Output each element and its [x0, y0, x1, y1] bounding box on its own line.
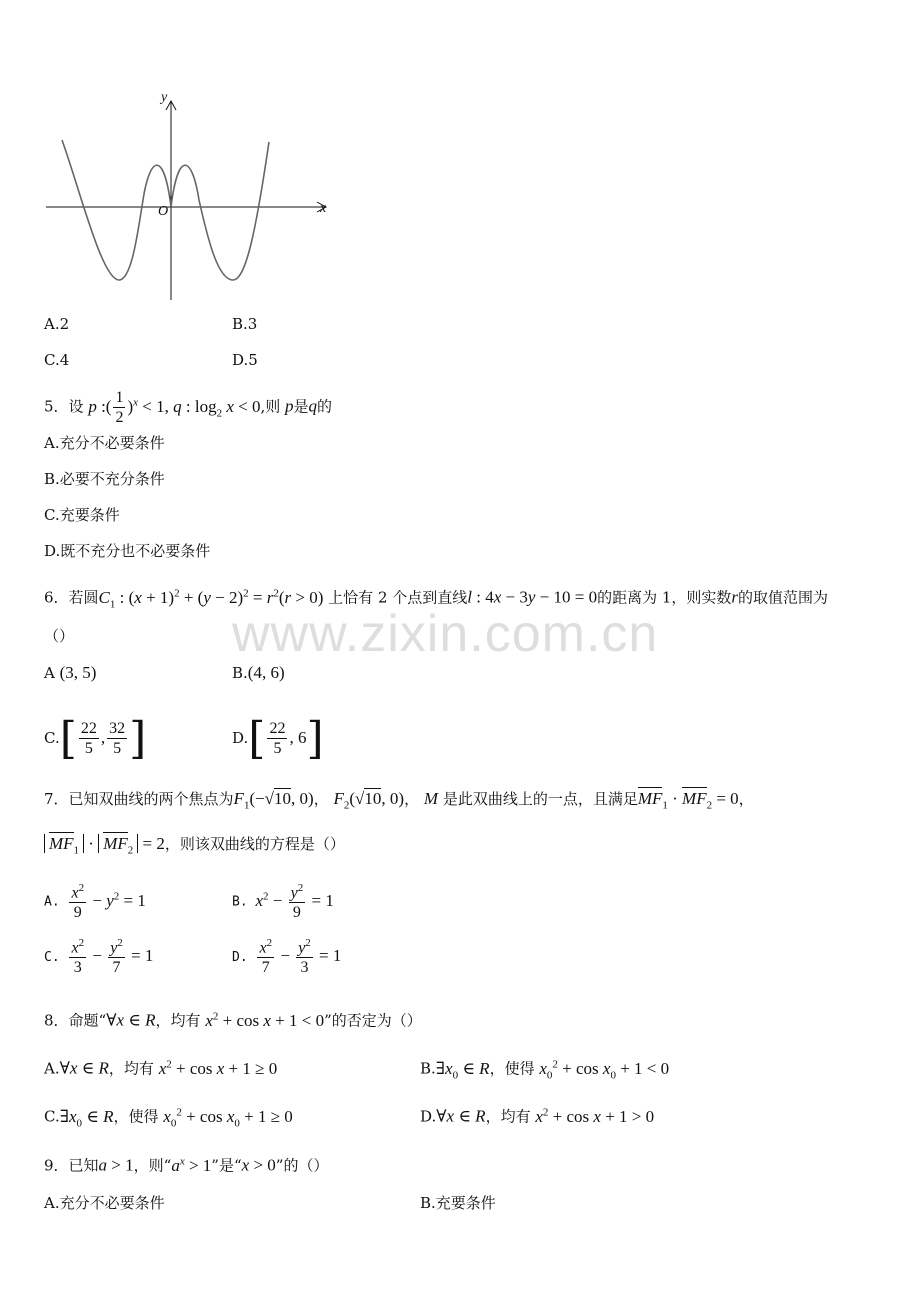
q7-f1: $F_1(-√10$, 0)	[233, 789, 314, 812]
q7-option-c-label: C.	[44, 950, 60, 965]
q8-option-c-mid: ，使得	[113, 1107, 159, 1126]
q9-option-a: A.充分不必要条件	[44, 1194, 165, 1212]
q7-stem-mid1: ，	[313, 790, 329, 808]
q6-option-c: C.[ $\frac{22}{5}$ , $\frac{32}{5}$ ]	[44, 713, 147, 764]
q5-stem-end: 是	[293, 397, 309, 416]
q8-option-c: $C.\exists x_0$ ∈ R，使得 $x_0^2 + \cos x_0 + 1 \ge 0$	[44, 1106, 293, 1130]
q7-f2: $F_2(√10$, 0)	[333, 789, 405, 812]
q8-stem-end: ”的否定为（）	[324, 1011, 422, 1030]
q7-option-d: D. $\frac{x^2}{7}$ − $\frac{y^2}{3}$ = 1	[232, 936, 342, 977]
q7-option-b-label: B.	[232, 894, 248, 910]
q6-circle-eq: $C_1$ : $(x + 1)^2 + (y - 2)^2 = r^2(r > 0)$	[98, 587, 324, 611]
q6-option-d-label: D.	[232, 729, 249, 747]
q5-stem-final: 的	[317, 397, 333, 416]
q9-stem-end: ”的（）	[275, 1156, 329, 1175]
q7-stem-line2	[44, 834, 345, 860]
q6-line-eq: l : 4x − 3y − 10 = 0	[467, 587, 598, 607]
q8-stem-prefix: 8．命题“	[44, 1011, 107, 1030]
q6-option-a-label: A	[44, 664, 55, 682]
y-axis	[166, 101, 176, 300]
q6-stem-suffix: 的距离为 1，则实数	[597, 588, 732, 607]
q8-option-b-mid: ，使得	[489, 1059, 535, 1078]
q6-option-b: B.(4, 6)	[232, 663, 285, 682]
q8-option-d: D.∀x ∈ R，均有 $x^2 + \cos x + 1 > 0$	[420, 1106, 655, 1126]
q5-option-c: C.充要条件	[44, 506, 120, 524]
q4-option-c: C.4	[44, 351, 70, 369]
q8-option-b-label: B.	[420, 1059, 436, 1078]
q6-paren: （）	[44, 627, 75, 645]
q7-option-c: C. $\frac{x^2}{3}$ − $\frac{y^2}{7}$ = 1	[44, 936, 154, 977]
q7-dot-product: $MF_1 \cdot MF_2 = 0$	[637, 789, 739, 812]
q8-option-d-label: D.	[420, 1107, 437, 1126]
q7-stem-mid3: 是此双曲线上的一点，且满足	[442, 790, 638, 808]
q4-option-d: D.5	[232, 351, 258, 369]
q4-option-a: A.2	[44, 315, 70, 333]
q8-option-b: $B.\exists x_0$ ∈ R，使得 $x_0^2 + \cos x_0 + 1 < 0$	[420, 1058, 670, 1082]
q7-magnitude-product: $MF_1 \cdot MF_2 = 2$	[44, 834, 165, 853]
q7-line2-suffix: ，则该双曲线的方程是（）	[164, 835, 345, 853]
q8-option-a-mid: ，均有	[108, 1059, 154, 1078]
q7-stem-mid2: ，	[404, 790, 420, 808]
q7-option-a: A. $\frac{x^2}{9}$ − $y^2 = 1$	[44, 881, 146, 921]
origin-label: O	[158, 204, 169, 219]
q9-option-b: B.充要条件	[420, 1194, 496, 1212]
q5-formula: p :( $\frac{1}{2}$ )$^x$ < 1, q : $\log_2 x < 0$	[88, 388, 261, 426]
q8-option-a-label: A.	[44, 1059, 60, 1078]
q7-stem-prefix: 7．已知双曲线的两个焦点为	[44, 790, 234, 808]
y-axis-label: y	[161, 90, 168, 105]
q7-option-d-label: D.	[232, 950, 248, 965]
q6-option-a: A (3, 5)	[44, 663, 97, 682]
q5-stem: 5．设 p :( $\frac{1}{2}$ )$^x$ < 1, q : $\log_2 x < 0$,则 p是q的	[44, 388, 333, 426]
q5-option-a: A.充分不必要条件	[44, 434, 165, 452]
x-axis-label: x	[320, 201, 327, 216]
q7-stem-end: ，	[738, 790, 754, 808]
q6-stem: 6．若圆$C_1$ : $(x + 1)^2 + (y - 2)^2 = r^2(r > 0)$ 上恰有 2 个点到直线l : 4x − 3y − 10 = 0的距离为 1，则实数r的取值范围为	[44, 587, 829, 611]
q9-stem: 9．已知a > 1，则“$a^x > 1$”是“x > 0”的（）	[44, 1155, 329, 1175]
q4-option-b: B.3	[232, 315, 258, 333]
q9-stem-prefix: 9．已知	[44, 1156, 99, 1175]
q5-stem-prefix: 5．设	[44, 397, 84, 416]
q6-stem-prefix: 6．若圆	[44, 588, 99, 607]
q6-option-c-label: C.	[44, 729, 60, 747]
q8-stem-mid: ，均有	[155, 1011, 201, 1030]
x-axis	[46, 202, 326, 212]
q6-stem-mid: 上恰有 2 个点到直线	[328, 588, 468, 607]
q8-option-c-label: C.	[44, 1107, 60, 1126]
q8-option-a: A.∀x ∈ R，均有 $x^2 + \cos x + 1 \ge 0$	[44, 1058, 278, 1078]
q8-stem: 8．命题“∀x ∈ R，均有 $x^2 + \cos x + 1 < 0$”的否定为（）	[44, 1010, 422, 1030]
q8-option-d-mid: ，均有	[485, 1107, 531, 1126]
q5-option-d: D.既不充分也不必要条件	[44, 542, 211, 560]
watermark: www.zixin.com.cn	[232, 605, 659, 663]
q5-option-b: B.必要不充分条件	[44, 470, 165, 488]
q5-stem-suffix: ,则	[260, 397, 281, 416]
q9-stem-mid2: ”是“	[211, 1156, 242, 1175]
q7-option-a-label: A.	[44, 894, 60, 910]
function-graph	[40, 90, 340, 305]
q6-option-d: D.[ $\frac{22}{5}$ , 6]	[232, 713, 324, 764]
q6-stem-end: 的取值范围为	[738, 588, 829, 607]
q7-option-b: B. $x^2$ − $\frac{y^2}{9}$ = 1	[232, 881, 334, 921]
q7-stem: 7．已知双曲线的两个焦点为$F_1(-√10$, 0)， $F_2(√10$, 0)， M 是此双曲线上的一点，且满足$MF_1 \cdot MF_2 = 0$，	[44, 789, 754, 812]
q6-option-b-label: B.	[232, 664, 248, 682]
q9-stem-mid1: ，则“	[133, 1156, 172, 1175]
